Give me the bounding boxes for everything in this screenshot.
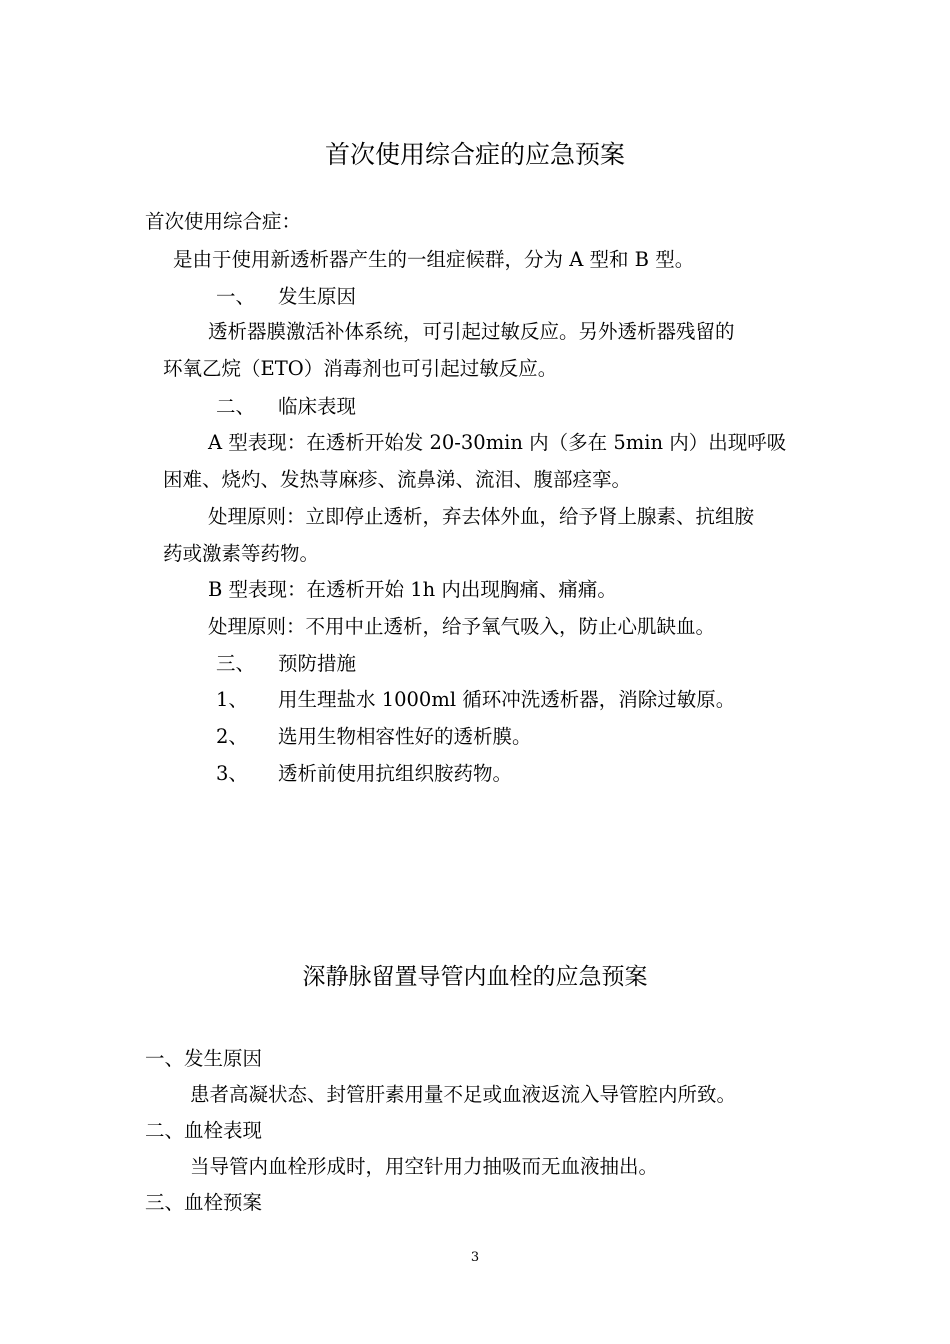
a-treatment-text-line1: 处理原则：立即停止透析，弃去体外血，给予肾上腺素、抗组胺 <box>208 505 755 528</box>
cause-text-line1: 透析器膜激活补体系统，可引起过敏反应。另外透析器残留的 <box>208 320 735 343</box>
section2-item3: 三、血栓预案 <box>145 1191 263 1214</box>
section1-intro: 是由于使用新透析器产生的一组症候群，分为 A 型和 B 型。 <box>173 248 695 271</box>
a-treatment-text-line2: 药或激素等药物。 <box>163 542 320 565</box>
measure-3-text: 透析前使用抗组织胺药物。 <box>278 762 513 785</box>
cause-text-line2: 环氧乙烷（ETO）消毒剂也可引起过敏反应。 <box>163 357 558 380</box>
section1-item1-number: 一、 <box>216 285 256 308</box>
measure-1-number: 1、 <box>216 688 248 711</box>
section1-item2-label: 临床表现 <box>278 395 357 418</box>
a-type-text-line2: 困难、烧灼、发热荨麻疹、流鼻涕、流泪、腹部痉挛。 <box>163 468 632 491</box>
measure-3-number: 3、 <box>216 762 248 785</box>
section1-item3-number: 三、 <box>216 652 256 675</box>
section1-title: 首次使用综合症的应急预案 <box>324 140 625 169</box>
section2-symptom-text: 当导管内血栓形成时，用空针用力抽吸而无血液抽出。 <box>190 1155 659 1178</box>
section2-title: 深静脉留置导管内血栓的应急预案 <box>302 964 648 990</box>
section1-item1-label: 发生原因 <box>278 285 357 308</box>
section2-cause-text: 患者高凝状态、封管肝素用量不足或血液返流入导管腔内所致。 <box>190 1083 737 1106</box>
b-treatment-text: 处理原则：不用中止透析，给予氧气吸入，防止心肌缺血。 <box>208 615 716 638</box>
a-type-text-line1: A 型表现：在透析开始发 20-30min 内（多在 5min 内）出现呼吸 <box>208 431 787 454</box>
page-number: 3 <box>470 1250 480 1265</box>
section1-item3-label: 预防措施 <box>278 652 357 675</box>
b-type-text: B 型表现：在透析开始 1h 内出现胸痛、痛痛。 <box>208 578 617 601</box>
section2-item2: 二、血栓表现 <box>145 1119 263 1142</box>
section1-item2-number: 二、 <box>216 395 256 418</box>
section1-heading: 首次使用综合症： <box>145 210 302 233</box>
measure-1-text: 用生理盐水 1000ml 循环冲洗透析器，消除过敏原。 <box>278 688 736 711</box>
measure-2-text: 选用生物相容性好的透析膜。 <box>278 725 532 748</box>
measure-2-number: 2、 <box>216 725 248 748</box>
section2-item1: 一、发生原因 <box>145 1047 263 1070</box>
